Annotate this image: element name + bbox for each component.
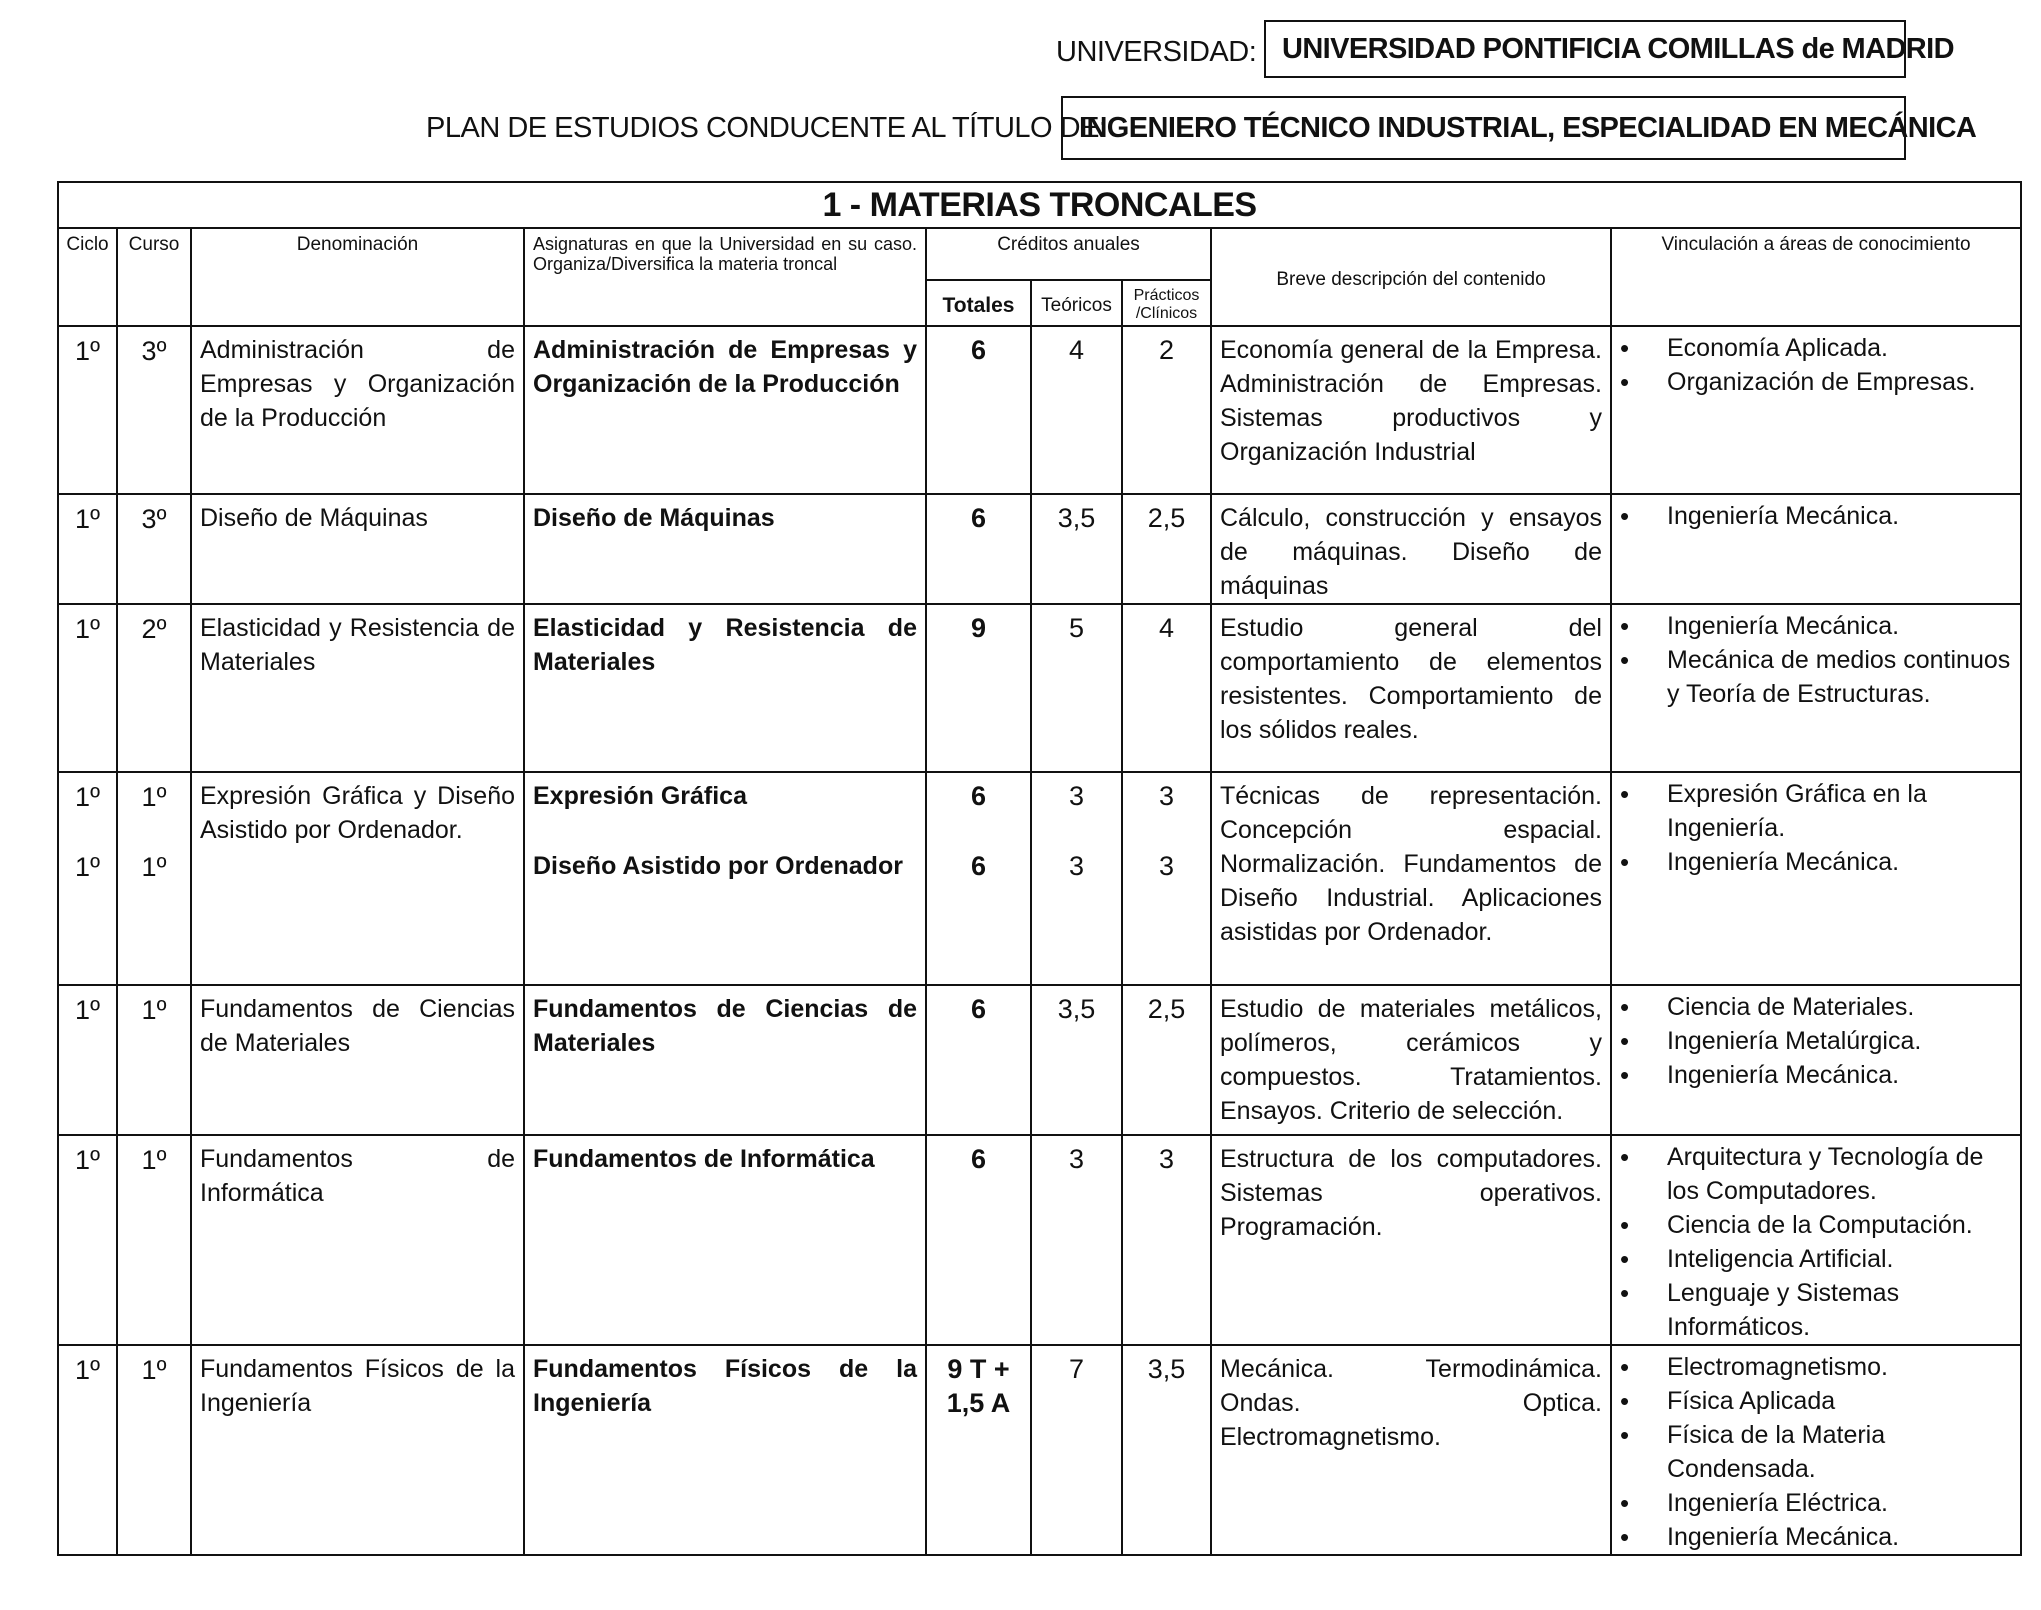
area-item: • Ingeniería Mecánica. [1612, 609, 2016, 643]
asignatura-cell: Fundamentos de Informática [524, 1135, 926, 1345]
asignatura-cell: Administración de Empresas y Organización de la Producción [524, 326, 926, 494]
area-item: • Ingeniería Eléctrica. [1612, 1486, 2016, 1520]
teoricos-cell: 5 [1031, 604, 1122, 772]
area-item: • Física Aplicada [1612, 1384, 2016, 1418]
practicos-value: 3 [1158, 781, 1175, 811]
descripcion-cell: Estudio general del comportamiento de elementos resistentes. Comportamiento de los sólidos reales. [1211, 604, 1611, 772]
areas-cell [1611, 326, 2021, 494]
curso-cell: 1º [117, 985, 191, 1135]
table-row [58, 1345, 2021, 1555]
table-row [58, 985, 2021, 1135]
asignatura-value: Diseño Asistido por Ordenador [533, 852, 903, 880]
practicos-value: 3 [1158, 851, 1175, 881]
practicos-cell [1122, 772, 1211, 985]
areas-cell [1611, 604, 2021, 772]
universidad-label: UNIVERSIDAD: [1056, 36, 1257, 68]
table-row [58, 1135, 2021, 1345]
plan-value-box: INGENIERO TÉCNICO INDUSTRIAL, ESPECIALIDAD EN MECÁNICA [1061, 96, 1906, 160]
descripcion-cell: Mecánica. Termodinámica. Ondas. Optica. Electromagnetismo. [1211, 1345, 1611, 1555]
denominacion-cell: Administración de Empresas y Organización de la Producción [191, 326, 524, 494]
asignatura-cell: Fundamentos de Ciencias de Materiales [524, 985, 926, 1135]
denominacion-cell: Fundamentos de Informática [191, 1135, 524, 1345]
descripcion-cell: Economía general de la Empresa. Administración de Empresas. Sistemas productivos y Organización Industrial [1211, 326, 1611, 494]
area-item: • Economía Aplicada. [1612, 331, 2016, 365]
ciclo-value: 1º [75, 851, 100, 882]
area-item: • Ingeniería Mecánica. [1612, 499, 2016, 533]
areas-cell [1611, 1345, 2021, 1555]
col-totales: Totales [926, 280, 1031, 326]
teoricos-value: 3 [1068, 851, 1085, 881]
ciclo-cell [58, 772, 117, 985]
col-curso: Curso [117, 228, 191, 326]
areas-cell [1611, 985, 2021, 1135]
asignatura-cell: Elasticidad y Resistencia de Materiales [524, 604, 926, 772]
curso-value: 1º [141, 851, 167, 882]
col-descripcion: Breve descripción del contenido [1211, 228, 1611, 326]
asignatura-value: Expresión Gráfica [533, 782, 747, 810]
col-teoricos: Teóricos [1031, 280, 1122, 326]
practicos-cell: 2 [1122, 326, 1211, 494]
descripcion-cell: Técnicas de representación. Concepción espacial. Normalización. Fundamentos de Diseño Industrial. Aplicaciones asistidas por Ordenador. [1211, 772, 1611, 985]
areas-cell [1611, 494, 2021, 604]
denominacion-cell: Expresión Gráfica y Diseño Asistido por Ordenador. [191, 772, 524, 985]
descripcion-cell: Cálculo, construcción y ensayos de máquinas. Diseño de máquinas [1211, 494, 1611, 604]
teoricos-value: 3 [1068, 781, 1085, 811]
area-item: • Inteligencia Artificial. [1612, 1242, 2016, 1276]
area-item: • Mecánica de medios continuos y Teoría de Estructuras. [1612, 643, 2016, 711]
areas-cell [1611, 1135, 2021, 1345]
plan-label: PLAN DE ESTUDIOS CONDUCENTE AL TÍTULO DE: [426, 112, 1107, 144]
denominacion-cell: Diseño de Máquinas [191, 494, 524, 604]
ciclo-cell: 1º [58, 326, 117, 494]
totales-cell: 9 [926, 604, 1031, 772]
curso-cell [117, 772, 191, 985]
col-creditos: Créditos anuales [926, 228, 1211, 280]
totales-cell: 6 [926, 985, 1031, 1135]
denominacion-cell: Fundamentos de Ciencias de Materiales [191, 985, 524, 1135]
table-title: 1 - MATERIAS TRONCALES [58, 182, 2021, 228]
asignatura-cell: Fundamentos Físicos de la Ingeniería [524, 1345, 926, 1555]
ciclo-cell: 1º [58, 604, 117, 772]
totales-cell: 9 T + 1,5 A [926, 1345, 1031, 1555]
totales-value: 6 [970, 851, 987, 881]
area-item: • Arquitectura y Tecnología de los Computadores. [1612, 1140, 2016, 1208]
col-vinculacion: Vinculación a áreas de conocimiento [1611, 228, 2021, 326]
area-item: • Física de la Materia Condensada. [1612, 1418, 2016, 1486]
asignatura-cell [524, 772, 926, 985]
asignatura-cell: Diseño de Máquinas [524, 494, 926, 604]
table-row [58, 326, 2021, 494]
ciclo-cell: 1º [58, 1345, 117, 1555]
denominacion-cell: Elasticidad y Resistencia de Materiales [191, 604, 524, 772]
practicos-cell: 4 [1122, 604, 1211, 772]
col-ciclo: Ciclo [58, 228, 117, 326]
table-row [58, 494, 2021, 604]
area-item: • Electromagnetismo. [1612, 1350, 2016, 1384]
area-item: • Lenguaje y Sistemas Informáticos. [1612, 1276, 2016, 1344]
area-item: • Ingeniería Mecánica. [1612, 1058, 2016, 1092]
curso-cell: 1º [117, 1135, 191, 1345]
descripcion-cell: Estudio de materiales metálicos, polímeros, cerámicos y compuestos. Tratamientos. Ensayos. Criterio de selección. [1211, 985, 1611, 1135]
col-asignaturas: Asignaturas en que la Universidad en su caso. Organiza/Diversifica la materia troncal [524, 228, 926, 326]
area-item: • Ingeniería Mecánica. [1612, 1520, 2016, 1554]
teoricos-cell: 3,5 [1031, 985, 1122, 1135]
totales-value: 6 [970, 781, 987, 811]
teoricos-cell: 3,5 [1031, 494, 1122, 604]
universidad-value-box: UNIVERSIDAD PONTIFICIA COMILLAS de MADRID [1264, 20, 1906, 78]
teoricos-cell [1031, 772, 1122, 985]
col-denominacion: Denominación [191, 228, 524, 326]
curso-cell: 3º [117, 494, 191, 604]
curso-cell: 2º [117, 604, 191, 772]
totales-cell: 6 [926, 326, 1031, 494]
practicos-cell: 2,5 [1122, 985, 1211, 1135]
area-item: • Ingeniería Metalúrgica. [1612, 1024, 2016, 1058]
area-item: • Ciencia de Materiales. [1612, 990, 2016, 1024]
curso-value: 1º [141, 782, 167, 812]
practicos-cell: 3,5 [1122, 1345, 1211, 1555]
table-row [58, 604, 2021, 772]
totales-cell: 6 [926, 1135, 1031, 1345]
teoricos-cell: 7 [1031, 1345, 1122, 1555]
area-item: • Ciencia de la Computación. [1612, 1208, 2016, 1242]
ciclo-cell: 1º [58, 985, 117, 1135]
totales-cell: 6 [926, 494, 1031, 604]
table-row [58, 772, 2021, 985]
ciclo-cell: 1º [58, 494, 117, 604]
area-item: • Organización de Empresas. [1612, 365, 2016, 399]
curso-cell: 3º [117, 326, 191, 494]
totales-cell [926, 772, 1031, 985]
practicos-cell: 3 [1122, 1135, 1211, 1345]
teoricos-cell: 3 [1031, 1135, 1122, 1345]
areas-cell [1611, 772, 2021, 985]
descripcion-cell: Estructura de los computadores. Sistemas operativos. Programación. [1211, 1135, 1611, 1345]
materias-troncales-table [57, 181, 2022, 1556]
col-practicos: Prácticos /Clínicos [1122, 280, 1211, 326]
ciclo-cell: 1º [58, 1135, 117, 1345]
teoricos-cell: 4 [1031, 326, 1122, 494]
area-item: • Expresión Gráfica en la Ingeniería. [1612, 777, 2016, 845]
practicos-cell: 2,5 [1122, 494, 1211, 604]
ciclo-value: 1º [75, 782, 100, 812]
curso-cell: 1º [117, 1345, 191, 1555]
denominacion-cell: Fundamentos Físicos de la Ingeniería [191, 1345, 524, 1555]
area-item: • Ingeniería Mecánica. [1612, 845, 2016, 879]
